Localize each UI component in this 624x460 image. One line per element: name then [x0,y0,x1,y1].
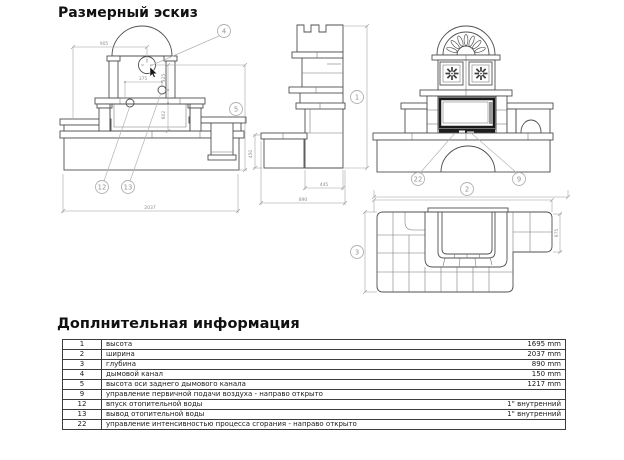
dim-label: 445 [319,183,329,188]
row-label: глубина [106,360,137,368]
info-section-title: Доплнительная информация [57,316,300,332]
dome-arch [112,26,172,56]
svg-text:4: 4 [221,27,227,36]
info-table [62,339,566,430]
plan-view [351,198,563,294]
callout-9 [513,173,526,186]
row-label: дымовой канал [106,370,163,378]
row-label: вывод отопительной воды [106,410,205,418]
firebox-door [427,96,507,137]
svg-text:3: 3 [354,248,360,257]
svg-text:5: 5 [233,105,239,114]
row-number: 12 [63,400,102,410]
callout-4 [218,25,231,38]
row-label: управление первичной подачи воздуха - направо открыто [106,390,323,398]
table-row [63,370,566,380]
cursor-icon [150,67,157,78]
plan-firebox [425,208,508,267]
callout-13 [122,181,135,194]
sunburst-arch [437,26,495,55]
row-number: 1 [63,340,102,350]
row-number: 5 [63,380,102,390]
row-value: 1" внутренний [507,400,561,408]
row-label: впуск отопительной воды [106,400,203,408]
svg-text:9: 9 [516,175,522,184]
dim-label: 890 [298,198,308,203]
svg-text:2: 2 [464,185,470,194]
row-value: 1217 mm [527,380,561,388]
rear-view [60,25,247,214]
table-row [63,390,566,400]
dim-label: 450 [249,149,254,159]
front-view [372,26,570,199]
svg-text:13: 13 [123,183,133,192]
row-value: 2037 mm [527,350,561,358]
callout-22 [412,173,425,186]
row-number: 9 [63,390,102,400]
callout-3 [351,246,364,259]
table-row [63,360,566,370]
row-number: 22 [63,420,102,430]
callout-1 [351,91,364,104]
dim-label: 375 [138,77,148,82]
row-value: 150 mm [531,370,561,378]
svg-text:22: 22 [413,175,423,184]
table-row [63,420,566,430]
row-number: 4 [63,370,102,380]
dim-label: 325 [162,73,167,83]
table-row [63,350,566,360]
callout-12 [96,181,109,194]
dim-label: 905 [99,42,109,47]
battlement-top [297,25,343,52]
table-row [63,340,566,350]
row-number: 3 [63,360,102,370]
row-number: 13 [63,410,102,420]
row-value: 1695 mm [527,340,561,348]
row-label: управление интенсивностью процесса сгорания - направо открыто [106,420,357,428]
row-label: ширина [106,350,135,358]
decorative-tiles [438,60,495,90]
svg-text:1: 1 [354,93,360,102]
callout-5 [230,103,243,116]
row-value: 890 mm [531,360,561,368]
row-number: 2 [63,350,102,360]
table-row [63,380,566,390]
table-row [63,410,566,420]
dim-label: 875 [555,228,560,238]
callout-2 [461,183,474,196]
table-row [63,400,566,410]
dim-label: 2037 [144,206,156,211]
svg-text:12: 12 [97,183,107,192]
row-label: высота [106,340,133,348]
row-label: высота оси заднего дымового канала [106,380,246,388]
side-view [248,24,369,205]
water-outlet-circle [158,86,166,94]
dim-label: 802 [162,110,167,120]
page-title: Размерный эскиз [58,5,198,21]
row-value: 1" внутренний [507,410,561,418]
